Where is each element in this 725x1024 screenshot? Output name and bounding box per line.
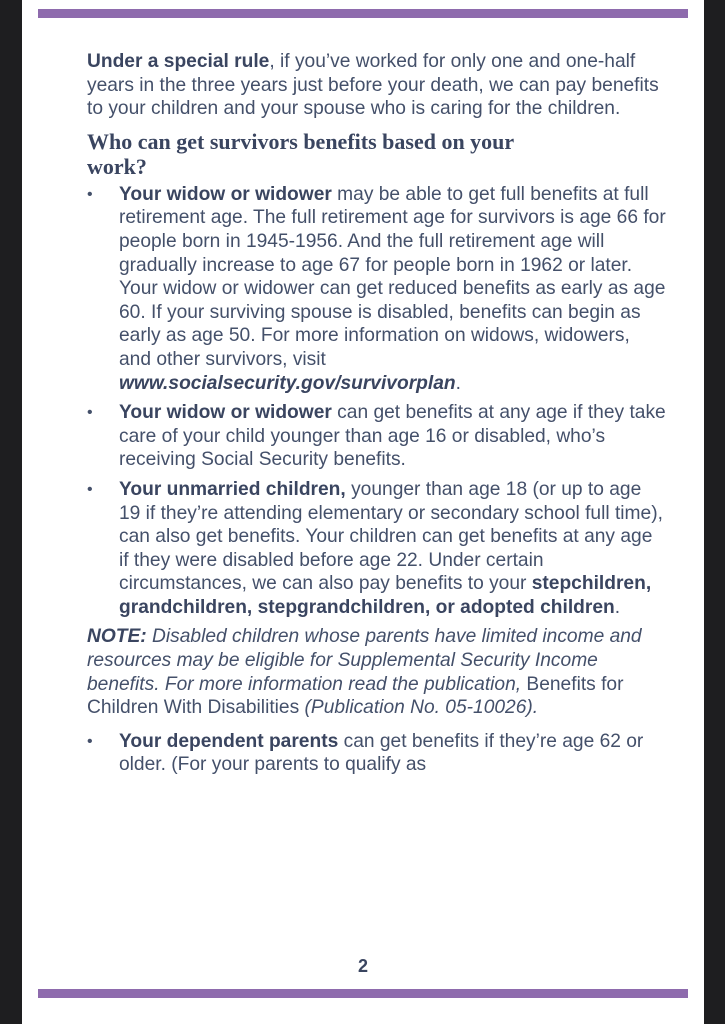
note-label: NOTE: xyxy=(87,626,147,648)
item-bold-relatives: stepchildren, grandchildren, stepgrandchildren, or adopted children xyxy=(119,573,652,618)
bullet-icon: • xyxy=(87,480,93,498)
note-text: Disabled children whose parents have limited income and resources may be eligible for Supplemental Security Income benefits. For more information read the publication, xyxy=(87,626,642,695)
bullet-icon: • xyxy=(87,185,93,203)
bullet-icon: • xyxy=(87,732,93,750)
publication-title: Benefits for Children With Disabilities xyxy=(87,673,624,719)
intro-bold: Under a special rule xyxy=(87,51,270,72)
item-bold: Your widow or widower xyxy=(119,183,332,205)
item-bold: Your widow or widower xyxy=(119,402,332,424)
item-text: may be able to get full benefits at full retirement age. The full retirement age for survivors is age 66 for people born in 1945-1956. And the full retirement age will gradually increase to age 67 for people born in 1962 or later. Your widow or widower can get reduced benefits as early as age 60. If your surviving spouse is disabled, benefits can begin as early as age 50. For more information on widows, widowers, and other survivors, visit xyxy=(119,183,666,370)
intro-paragraph xyxy=(87,50,667,121)
document-page xyxy=(22,0,704,1024)
page-content xyxy=(87,50,667,783)
intro-text: , if you’ve worked for only one and one-half years in the three years just before your death, we can pay benefits to your children and your spouse who is caring for the children. xyxy=(87,51,659,120)
note-paragraph xyxy=(87,625,667,719)
page-number: 2 xyxy=(357,956,368,976)
list-item-children xyxy=(87,478,667,620)
survivors-list-continued xyxy=(87,730,667,777)
item-text: can get benefits at any age if they take care of your child younger than age 16 or disabled, who’s receiving Social Security benefits. xyxy=(119,402,666,471)
item-punct: . xyxy=(455,372,461,394)
item-bold: Your unmarried children, xyxy=(119,478,346,500)
list-item-widow-any-age xyxy=(87,401,667,472)
item-text: can get benefits if they’re age 62 or older. (For your parents to qualify as xyxy=(119,730,644,776)
list-item-widow-full xyxy=(87,183,667,395)
top-accent-rule xyxy=(38,9,688,18)
section-heading: Who can get survivors benefits based on your work? xyxy=(87,128,514,179)
bottom-accent-rule xyxy=(38,989,688,998)
survivors-list xyxy=(87,183,667,620)
survivorplan-link[interactable]: www.socialsecurity.gov/survivorplan xyxy=(119,372,456,394)
publication-ref: (Publication No. 05-10026). xyxy=(299,697,539,719)
item-bold: Your dependent parents xyxy=(119,730,339,752)
item-text: younger than age 18 (or up to age 19 if they’re attending elementary or secondary school full time), can also get benefits. Your children can get benefits at any age if they were disabled before age 22. Under certain circumstances, we can also pay benefits to your xyxy=(119,478,663,595)
item-punct: . xyxy=(614,596,621,618)
list-item-parents xyxy=(87,730,667,777)
bullet-icon: • xyxy=(87,404,93,422)
